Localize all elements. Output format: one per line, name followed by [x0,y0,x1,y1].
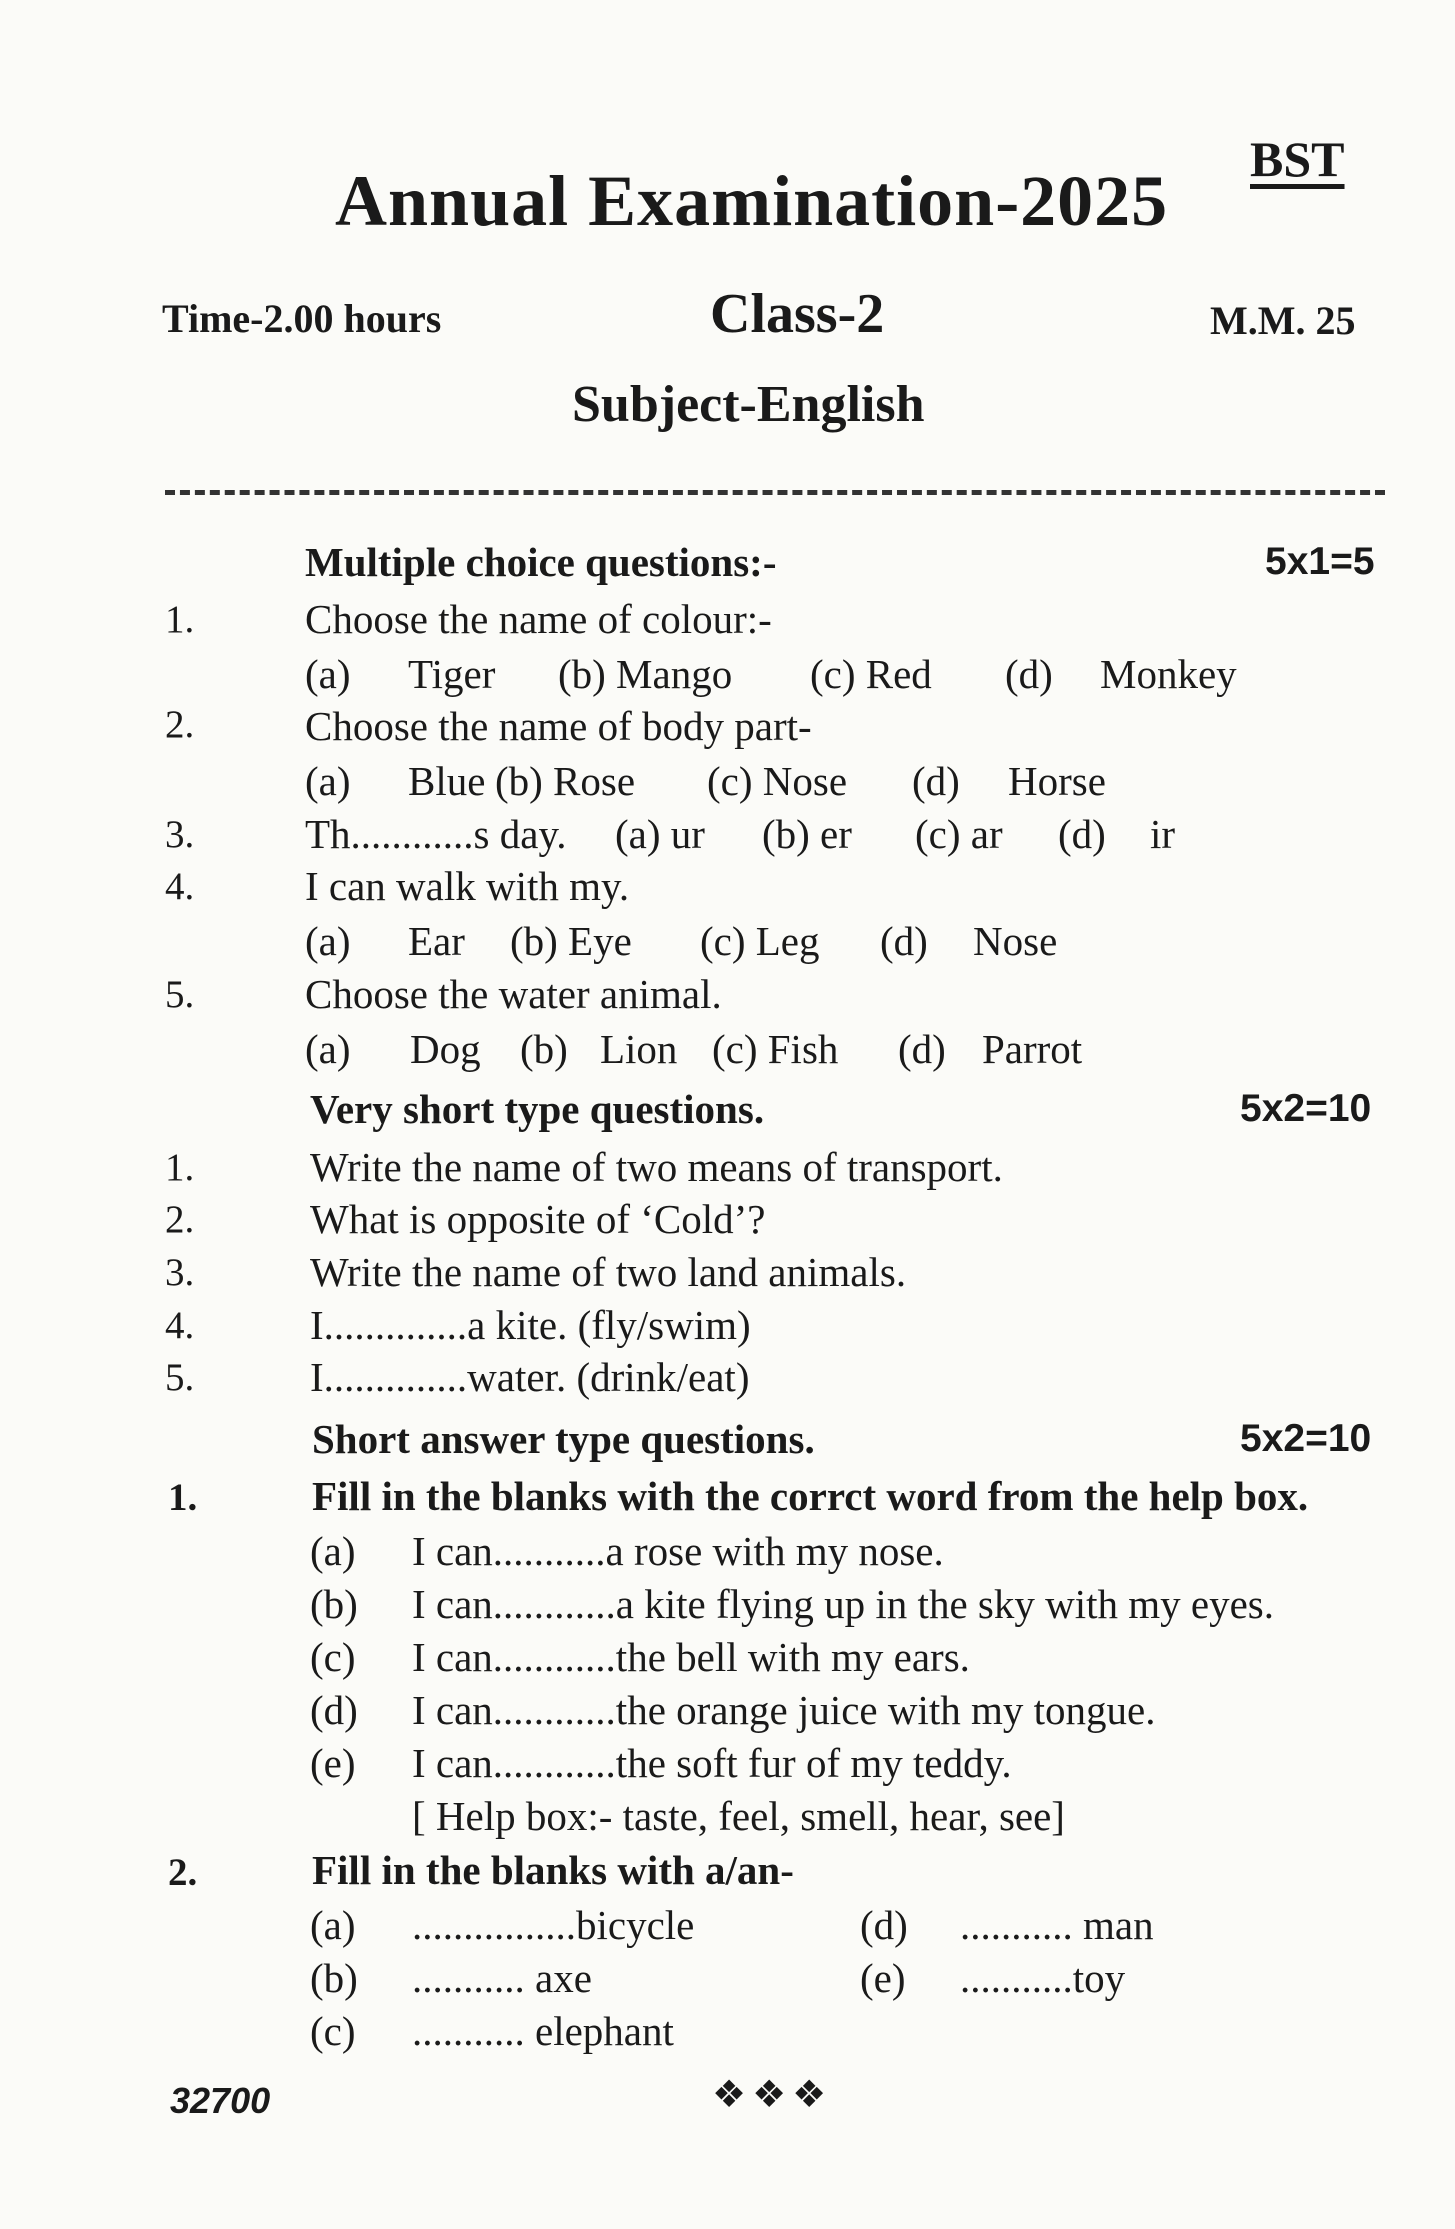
item-label: (a) [310,1902,356,1948]
option-text: (b) er [762,811,852,857]
option-label: (d) [912,758,960,804]
option-text: Tiger [408,651,496,697]
option-text: (b) Rose [495,758,636,804]
option-text: (c) Leg [700,918,820,964]
question-text: Fill in the blanks with a/an- [312,1847,794,1893]
item-text: ........... man [960,1902,1154,1948]
question-text: Choose the name of body part- [305,703,812,749]
item-text: I can............the orange juice with my tongue. [412,1687,1156,1733]
option-label: (b) [520,1026,568,1072]
question-number: 2. [165,1198,195,1241]
question-text: I..............water. (drink/eat) [310,1354,750,1400]
option-text: Monkey [1100,651,1237,697]
option-text: Nose [973,918,1058,964]
option-label: (d) [1058,811,1106,857]
option-label: (a) [305,1026,351,1072]
option-text: (c) Fish [712,1026,839,1072]
item-label: (e) [860,1955,906,2001]
max-marks: M.M. 25 [1210,298,1356,343]
item-label: (e) [310,1740,356,1786]
option-text: Dog [410,1026,481,1072]
question-text: Fill in the blanks with the corrct word from the help box. [312,1473,1309,1519]
option-text: Parrot [982,1026,1083,1072]
option-text: ir [1150,811,1176,857]
question-number: 1. [168,1476,198,1519]
question-number: 4. [165,1304,195,1347]
class-label: Class-2 [710,283,885,345]
option-text: (b) Eye [510,918,632,964]
option-text: Lion [600,1026,678,1072]
option-label: (a) [305,651,351,697]
page-title: Annual Examination-2025 [335,161,1169,241]
option-text: (c) Nose [707,758,848,804]
question-text: I..............a kite. (fly/swim) [310,1302,751,1348]
option-text: Ear [408,918,465,964]
section1-marks: 5x1=5 [1265,540,1375,583]
question-number: 4. [165,865,195,908]
question-number: 5. [165,1356,195,1399]
item-text: ...........toy [960,1955,1126,2001]
section3-marks: 5x2=10 [1240,1417,1372,1460]
item-label: (b) [310,1581,358,1627]
option-text: (a) ur [615,811,705,857]
section1-heading: Multiple choice questions:- [305,539,777,585]
question-text: Th............s day. [305,811,567,857]
option-text: Blue [408,758,486,804]
option-text: (b) Mango [558,651,733,697]
item-label: (b) [310,1955,358,2001]
section2-heading: Very short type questions. [310,1086,765,1132]
item-text: I can............a kite flying up in the sky with my eyes. [412,1581,1274,1627]
item-label: (d) [860,1902,908,1948]
question-text: What is opposite of ‘Cold’? [310,1196,766,1242]
section2-marks: 5x2=10 [1240,1087,1372,1130]
option-label: (a) [305,918,351,964]
option-label: (d) [898,1026,946,1072]
item-text: I can............the soft fur of my teddy. [412,1740,1012,1786]
paper-code: 32700 [170,2080,271,2121]
option-label: (a) [305,758,351,804]
question-number: 2. [165,703,195,746]
section3-heading: Short answer type questions. [312,1416,815,1462]
question-number: 2. [168,1851,198,1894]
item-label: (c) [310,2008,356,2054]
option-text: Horse [1008,758,1106,804]
question-text: Choose the name of colour:- [305,596,772,642]
time-label: Time-2.00 hours [162,296,442,341]
option-text: (c) Red [810,651,932,697]
option-label: (d) [1005,651,1053,697]
question-text: I can walk with my. [305,863,630,909]
option-text: (c) ar [915,811,1003,857]
help-box: [ Help box:- taste, feel, smell, hear, see] [412,1793,1065,1839]
item-text: I can............the bell with my ears. [412,1634,970,1680]
item-text: ................bicycle [412,1902,695,1948]
question-text: Choose the water animal. [305,971,722,1017]
question-number: 1. [165,1146,195,1189]
question-number: 5. [165,973,195,1016]
question-number: 1. [165,598,195,641]
question-number: 3. [165,1251,195,1294]
question-text: Write the name of two means of transport. [310,1144,1003,1190]
ornament-icon: ❖❖❖ [712,2074,833,2116]
item-label: (a) [310,1528,356,1574]
divider [165,490,1385,495]
item-label: (d) [310,1687,358,1733]
question-number: 3. [165,813,195,856]
item-label: (c) [310,1634,356,1680]
option-label: (d) [880,918,928,964]
item-text: ........... axe [412,1955,592,2001]
question-text: Write the name of two land animals. [310,1249,907,1295]
exam-code: BST [1250,131,1345,187]
item-text: ........... elephant [412,2008,674,2054]
item-text: I can...........a rose with my nose. [412,1528,944,1574]
subject-label: Subject-English [572,376,925,433]
